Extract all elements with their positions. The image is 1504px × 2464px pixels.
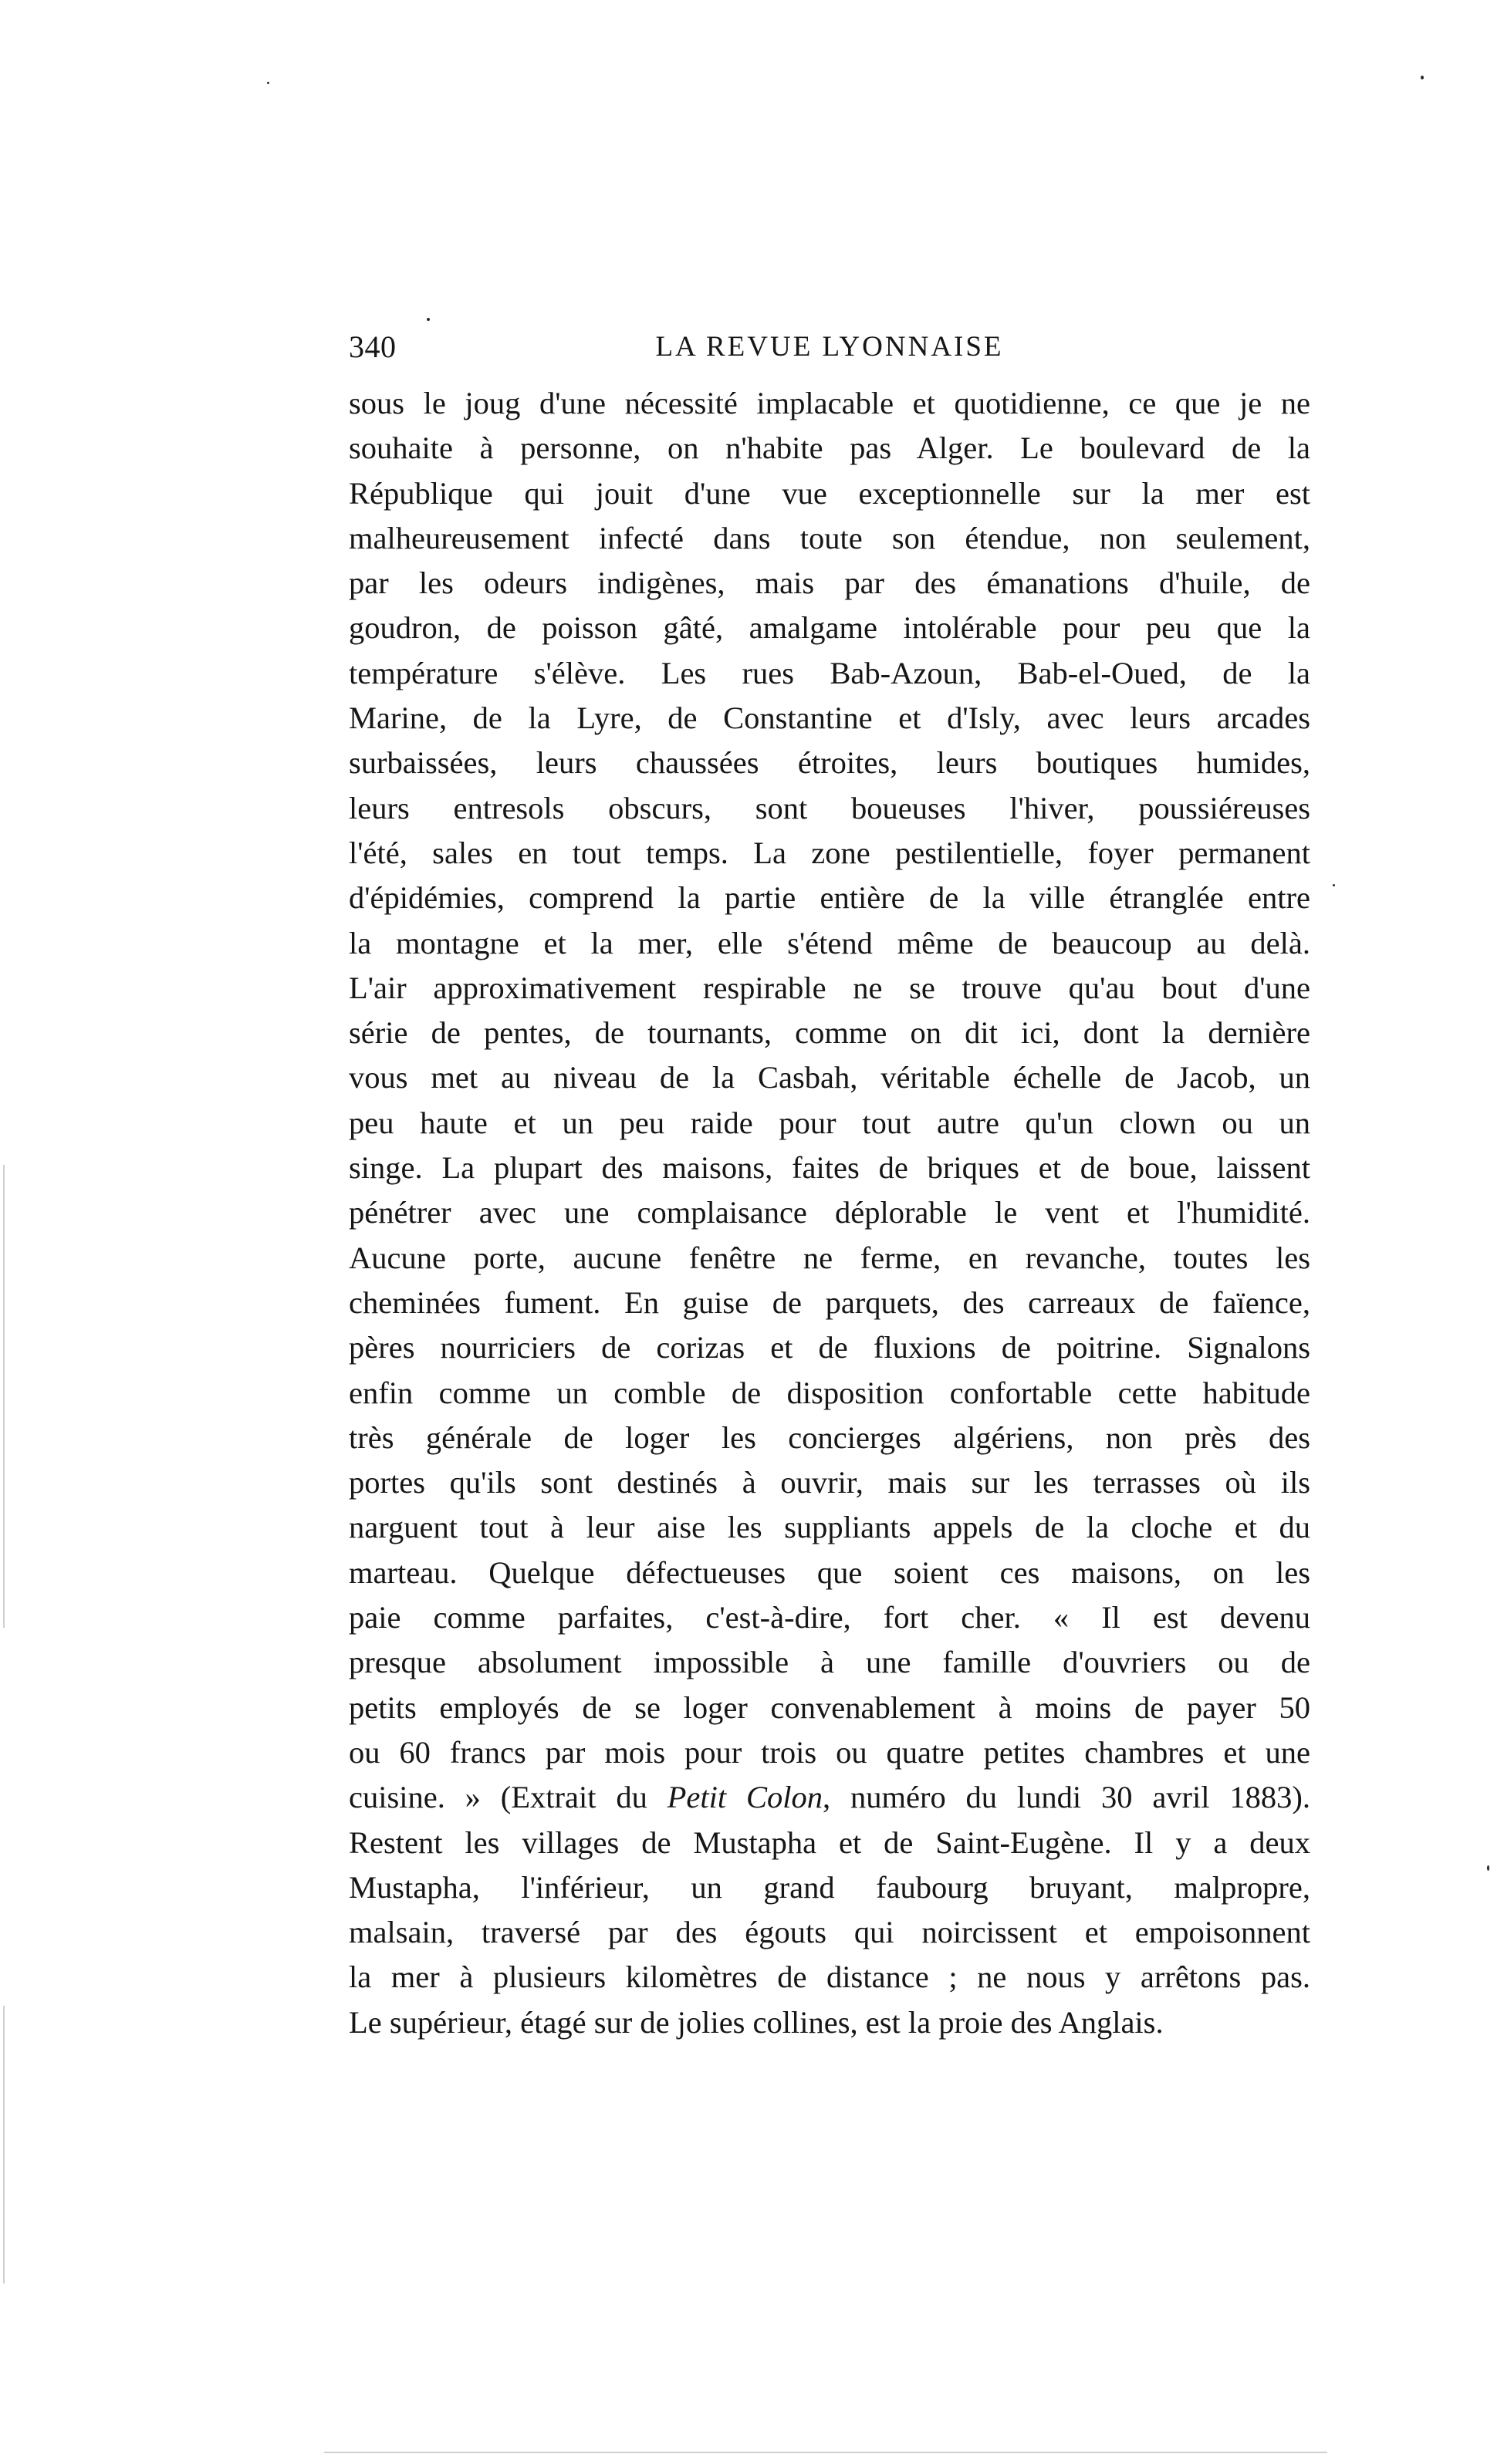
scan-speck: [427, 318, 430, 321]
scan-speck: [1487, 1865, 1489, 1871]
text-line: Restent les villages de Mustapha et de Saint-Eugène. Il y a deux: [349, 1824, 1310, 1860]
scan-speck: [267, 82, 269, 84]
text-line: malheureusement infecté dans toute son étendue, non seulement,: [349, 520, 1310, 555]
text-line: d'épidémies, comprend la partie entière de la ville étranglée entre: [349, 880, 1310, 916]
journal-title: LA REVUE LYONNAISE: [655, 331, 1004, 363]
scan-speck: [1333, 884, 1335, 886]
text-line: presque absolument impossible à une famille d'ouvriers ou de: [349, 1645, 1310, 1680]
page-number: 340: [349, 329, 397, 364]
citation-line: [349, 1775, 1310, 1820]
scan-speck: [1421, 76, 1424, 79]
text-line: narguent tout à leur aise les suppliants appels de la cloche et du: [349, 1510, 1310, 1545]
scan-edge-line: [3, 1165, 5, 1628]
text-line: malsain, traversé par des égouts qui noircissent et empoisonnent: [349, 1915, 1310, 1950]
text-line: cheminées fument. En guise de parquets, des carreaux de faïence,: [349, 1284, 1310, 1320]
text-line: la montagne et la mer, elle s'étend même de beaucoup au delà.: [349, 925, 1310, 960]
body-text: [349, 381, 1310, 2045]
text-line: Mustapha, l'inférieur, un grand faubourg bruyant, malpropre,: [349, 1869, 1310, 1905]
text-line: l'été, sales en tout temps. La zone pestilentielle, foyer permanent: [349, 835, 1310, 870]
text-line: petits employés de se loger convenablement à moins de payer 50: [349, 1689, 1310, 1725]
text-line: pères nourriciers de corizas et de fluxions de poitrine. Signalons: [349, 1330, 1310, 1365]
text-line: Aucune porte, aucune fenêtre ne ferme, en revanche, toutes les: [349, 1240, 1310, 1275]
running-head: [349, 324, 1310, 370]
text-line: leurs entresols obscurs, sont boueuses l'hiver, poussiéreuses: [349, 790, 1310, 825]
scan-edge-line: [324, 2452, 1327, 2453]
text-line: République qui jouit d'une vue exceptionnelle sur la mer est: [349, 475, 1310, 511]
citation-before: cuisine. » (Extrait du: [349, 1780, 668, 1815]
text-line: surbaissées, leurs chaussées étroites, leurs boutiques humides,: [349, 745, 1310, 781]
text-line: singe. La plupart des maisons, faites de briques et de boue, laissent: [349, 1150, 1310, 1186]
text-line: Le supérieur, étagé sur de jolies collines, est la proie des Anglais.: [349, 2004, 1164, 2040]
scan-edge-line: [3, 2006, 5, 2283]
text-line: portes qu'ils sont destinés à ouvrir, mais sur les terrasses où ils: [349, 1465, 1310, 1500]
text-line: vous met au niveau de la Casbah, véritable échelle de Jacob, un: [349, 1060, 1310, 1095]
text-line: sous le joug d'une nécessité implacable et quotidienne, ce que je ne: [349, 386, 1310, 420]
text-line: L'air approximativement respirable ne se trouve qu'au bout d'une: [349, 970, 1310, 1005]
citation-after: , numéro du lundi 30 avril 1883).: [823, 1780, 1310, 1815]
text-line: par les odeurs indigènes, mais par des émanations d'huile, de: [349, 565, 1310, 601]
text-line: enfin comme un comble de disposition confortable cette habitude: [349, 1375, 1310, 1410]
text-line: série de pentes, de tournants, comme on dit ici, dont la dernière: [349, 1015, 1310, 1051]
newspaper-title: Petit Colon: [667, 1780, 823, 1815]
text-line: très générale de loger les concierges algériens, non près des: [349, 1419, 1310, 1455]
text-line: Marine, de la Lyre, de Constantine et d'Isly, avec leurs arcades: [349, 700, 1310, 736]
text-line: peu haute et un peu raide pour tout autre qu'un clown ou un: [349, 1105, 1310, 1140]
text-line: pénétrer avec une complaisance déplorable le vent et l'humidité.: [349, 1195, 1310, 1230]
text-line: la mer à plusieurs kilomètres de distance ; ne nous y arrêtons pas.: [349, 1959, 1310, 1995]
text-line: marteau. Quelque défectueuses que soient ces maisons, on les: [349, 1554, 1310, 1590]
text-line: souhaite à personne, on n'habite pas Alger. Le boulevard de la: [349, 430, 1310, 466]
text-line: ou 60 francs par mois pour trois ou quatre petites chambres et une: [349, 1734, 1310, 1770]
text-line: goudron, de poisson gâté, amalgame intolérable pour peu que la: [349, 610, 1310, 646]
text-line: température s'élève. Les rues Bab-Azoun, Bab-el-Oued, de la: [349, 655, 1310, 690]
text-line: paie comme parfaites, c'est-à-dire, fort cher. « Il est devenu: [349, 1600, 1310, 1635]
